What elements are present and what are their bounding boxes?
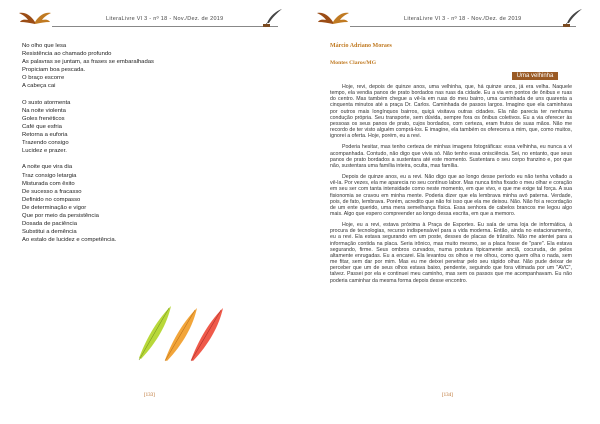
left-header [0,6,300,24]
poem-line: A cabeça cai [22,83,56,90]
poem-line: Misturada com êxito [22,180,75,187]
poem [22,42,282,252]
poem-line: Definido no compasso [22,196,81,203]
stanza [22,42,282,91]
poem-line: Resistência ao chamado profundo [22,51,112,58]
poem-line: No olho que lesa [22,43,67,49]
paragraph: Depois de quinze anos, eu a revi. Não digo que ao longo desse período eu não tenha voltado a vê-la. Por vezes, ela me aparecia no seu contínuo labor. Mas nunca tinha fixado o meu olhar e coração em seu ser com tanta intensidade como neste momento, em que vivo, e que me exige tal força. A sua fisionomia se cravou em minha mente. Poderia dizer que ela lembrava minha avó paterna. Verdade, pois, de fato, lembrava. Porém, acredito que não foi isso que ela me deixou. Não. Não foi a recordação de um ente querido, uma mera semelhança física. Essa senhora de cabelos brancos me legou algo mais. Algo que espero compreender ao longo dessa escrita, em que a memoro. [330,174,572,217]
red-feather-icon [191,308,223,361]
poem-line: De sucesso a fracasso [22,188,82,195]
orange-feather-icon [165,308,197,361]
quill-icon [262,8,284,28]
paragraph: Hoje, revi, depois de quinze anos, uma velhinha, que, há quinze anos, já era velha. Naquele tempo, ela vendia panos de prato bordados nas ruas da cidade. Eu a via em pontos de ônibus e ruas do centro. Mas também chegue a vê-la em ruas do meu bairro, uma caminhada de uns quarenta a cinquenta minutos até a praça Dr. Carlos. Caminhada de passos largos. Imagino que ela caminhava por outros mais longínquos bairros, quiçá visitava outras cidades. Ela não parecia ter nenhuma condução própria. Seu transporte, sem dúvida, sempre fora os ônibus coletivos. Eu a via oferecer às pessoas os seus panos de prato, cujos bordados, com certeza, eram frutos de suas mãos. Não me recordo de ter visto alguém comprá-los. E imagine, ela também os oferecera a mim, que, como muitos, ignorei a oferta. Hoje, porém, eu a revi. [330,84,572,140]
right-header [300,6,600,24]
page-number: [133] [144,393,155,398]
poem-line: Lucidez e prazer. [22,148,67,155]
stanza [22,163,282,244]
poem-line: Retorna a euforia [22,132,68,139]
poem-line: Trazendo consigo [22,140,69,147]
paragraph: Hoje, eu a revi, estava próxima à Praça de Esportes. Eu saía de uma loja de informática, à procura de tecnologias, recurso indispensável para a vida moderna. Então, ainda no estacionamento, eu a revi. Ela estava segurando em um poste, desses de placas de trânsito. Não me atentei para a informação contida na placa. Seria irônico, mas muito mesmo, se a placa fosse de "pare". Ela estava segurando, firme. Seus ombros curvados, numa postura tipicamente anciã, cocuruda, de pelos altamente enrugadas. Eu a encarei. Ela levantou os olhos e me olhou, como quem olha o nada, sem me fitar, sem dar por mim. Mas eu me deixei penetrar pelo seu rápido olhar. Não pude deixar de perceber que um de seus olhos estava baixo, pendente, seguindo que fora vitimada por um "AVC", talvez. Passei por ela e continuei meu caminho, mas sem os passos que me acompanhavam. Eu não poderia caminhar da mesma forma depois desse encontro. [330,222,572,284]
poem-line: O braço escorre [22,75,65,82]
right-page [300,0,600,424]
quill-icon [562,8,584,28]
poem-line: Goles frenéticos [22,115,65,122]
poem-line: Que por meio da persistência [22,212,99,219]
wing-logo-icon [18,8,52,26]
page-number: [134] [442,393,453,398]
running-header: LiteraLivre Vl 3 - nº 18 - Nov./Dez. de 2019 [404,16,522,22]
wing-logo-icon [316,8,350,26]
poem-line: O susto atormenta [22,99,71,106]
stanza [22,99,282,156]
poem-line: Café que esfria [22,123,62,130]
poem-line: Na noite violenta [22,107,66,114]
poem-line: Dosada de paciência [22,221,78,228]
author-place: Montes Claros/MG [330,60,377,66]
author-name: Márcio Adriano Moraes [330,43,392,49]
poem-line: Propiciam boa pescada. [22,67,86,74]
header-rule [350,26,576,27]
poem-line: A noite que vira dia [22,164,73,171]
green-feather-icon [139,306,171,360]
story-title: Uma velhinha [512,72,558,80]
story-body [330,84,572,289]
poem-line: Ao estalo de lucidez e competência. [22,237,117,244]
poem-line: Substitui a demência [22,229,77,236]
feathers-illustration [135,302,225,362]
running-header: LiteraLivre Vl 3 - nº 18 - Nov./Dez. de 2019 [106,16,224,22]
poem-line: As palavras se juntam, as frases se embaralhadas [22,59,154,66]
poem-line: De determinação e vigor [22,204,87,211]
paragraph: Poderia hesitar, mas tenho certeza de minhas imagens fotográficas: essa velhinha, eu nunca a vi acompanhada. Contudo, não digo que vivia só. Não tenho essa onisciência. Sei, no entanto, que seus panos de prato bordados a sustentara até este momento. Sustentara o seu corpo franzino e, por que não, sustentara uma família inteira, oculta, mas família. [330,144,572,169]
header-rule [52,26,278,27]
poem-line: Traz consigo letargia [22,172,77,179]
